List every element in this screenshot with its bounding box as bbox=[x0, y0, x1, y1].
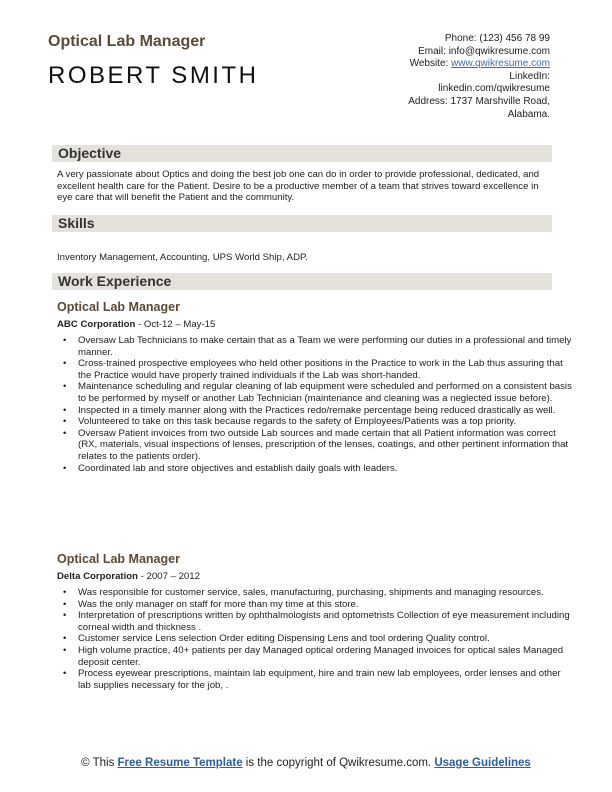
list-item: • Oversaw Lab Technicians to make certain that as a Team we were performing our duties in a professional and timely manner. bbox=[78, 335, 572, 358]
job-role: Optical Lab Manager bbox=[57, 300, 180, 314]
list-item: • Was responsible for customer service, sales, manufacturing, purchasing, shipments and managing resources. bbox=[78, 587, 572, 599]
phone-value: (123) 456 78 99 bbox=[479, 33, 550, 44]
objective-heading: Objective bbox=[52, 145, 552, 162]
list-item: • Oversaw Patient invoices from two outside Lab sources and made certain that all Patient information was correct (RX, materials, visual inspections of lenses, prescription of the lenses, coatings, and other pertinent information that relates to the patients order). bbox=[78, 428, 572, 463]
contact-phone bbox=[408, 33, 550, 46]
email-value: info@qwikresume.com bbox=[448, 45, 550, 57]
phone-label: Phone: bbox=[444, 33, 477, 44]
job-company-line bbox=[57, 319, 215, 330]
free-resume-template-link[interactable]: Free Resume Template bbox=[117, 757, 243, 769]
resume-job-title: Optical Lab Manager bbox=[48, 33, 206, 50]
list-item: • Process eyewear prescriptions, maintain lab equipment, hire and train new lab employees, order lenses and other lab supplies necessary for the job, . bbox=[78, 668, 572, 691]
list-item: • Was the only manager on staff for more than my time at this store. bbox=[78, 599, 572, 611]
skills-text: Inventory Management, Accounting, UPS World Ship, ADP. bbox=[57, 252, 308, 263]
address-label: Address: bbox=[408, 95, 448, 107]
copyright-footer bbox=[0, 757, 612, 771]
list-item: • High volume practice, 40+ patients per day Managed optical ordering Managed invoices for optical sales Managed deposit center. bbox=[78, 645, 572, 668]
company-name: ABC Corporation bbox=[57, 319, 136, 330]
list-item: • Customer service Lens selection Order editing Dispensing Lens and tool ordering Quality control. bbox=[78, 633, 572, 645]
skills-heading: Skills bbox=[52, 215, 552, 232]
list-item: • Interpretation of prescriptions written by ophthalmologists and optometrists Collection of eye measurement including corneal width and thickness . bbox=[78, 610, 572, 633]
list-item: • Volunteered to take on this task because regards to the safety of Employees/Patients was a top priority. bbox=[78, 416, 572, 428]
address-line2: Alabama. bbox=[507, 108, 550, 120]
company-name: Delta Corporation bbox=[57, 571, 139, 582]
job-bullet-list bbox=[57, 335, 572, 474]
email-label: Email: bbox=[418, 45, 446, 57]
website-label: Website: bbox=[409, 58, 449, 70]
footer-prefix: © This bbox=[81, 757, 118, 769]
candidate-name: ROBERT SMITH bbox=[48, 62, 259, 89]
contact-email bbox=[408, 46, 550, 59]
list-item: • Inspected in a timely manner along with the Practices redo/remake percentage being reduced drastically as well. bbox=[78, 405, 572, 417]
contact-address bbox=[408, 96, 550, 109]
contact-linkedin-value: linkedin.com/qwikresume bbox=[438, 83, 550, 95]
job-role: Optical Lab Manager bbox=[57, 552, 180, 566]
website-link[interactable]: www.qwikresume.com bbox=[451, 58, 550, 70]
footer-middle: is the copyright of Qwikresume.com. bbox=[242, 757, 435, 769]
address-line1: 1737 Marshville Road, bbox=[450, 95, 550, 107]
job-bullet-list bbox=[57, 587, 572, 691]
work-experience-heading: Work Experience bbox=[52, 273, 552, 290]
list-item: • Cross-trained prospective employees who held other positions in the Practice to work in the Lab thus assuring that the Practice would have properly trained individuals if the Lab was short-handed. bbox=[78, 358, 572, 381]
objective-text: A very passionate about Optics and doing the best job one can do in order to provide professional, dedicated, and excellent health care for the Patient. Desire to be a productive member of a team that strives toward excellence in eye care that will benefit the Patient and the community. bbox=[57, 169, 540, 204]
list-item: • Maintenance scheduling and regular cleaning of lab equipment were scheduled and performed on a consistent basis to be performed by myself or another Lab Technician (maintenance and cleaning was a neglected issue before). bbox=[78, 381, 572, 404]
job-dates: - Oct-12 – May-15 bbox=[135, 319, 216, 330]
job-dates: - 2007 – 2012 bbox=[138, 571, 200, 582]
contact-block bbox=[408, 33, 550, 121]
contact-website bbox=[408, 58, 550, 71]
job-company-line bbox=[57, 571, 200, 582]
list-item: • Coordinated lab and store objectives and establish daily goals with leaders. bbox=[78, 463, 572, 475]
contact-linkedin-label: LinkedIn: bbox=[509, 70, 550, 82]
usage-guidelines-link[interactable]: Usage Guidelines bbox=[434, 757, 531, 769]
